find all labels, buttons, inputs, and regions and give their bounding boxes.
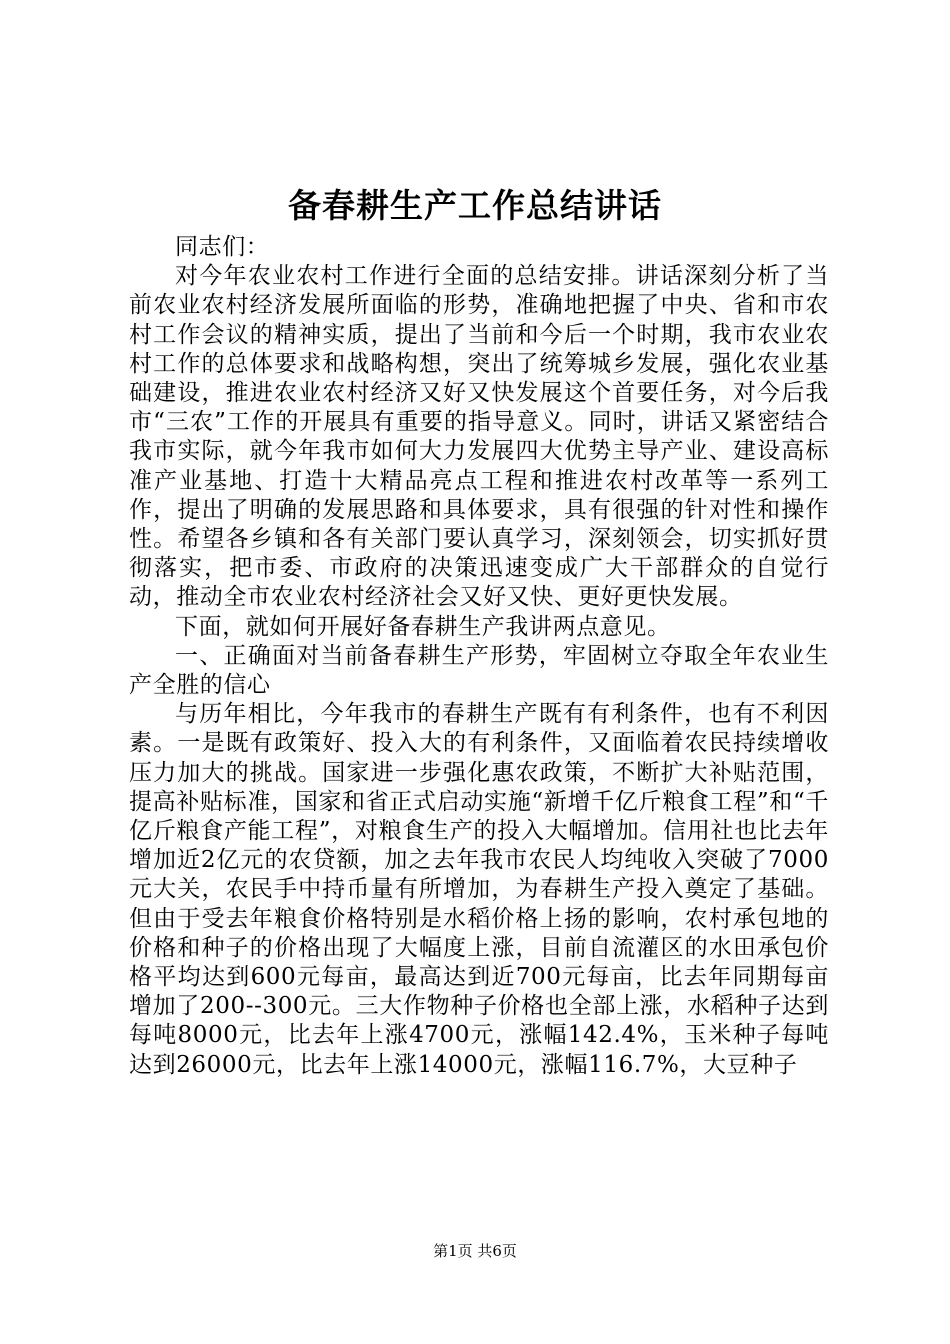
section-heading-paragraph: 一、正确面对当前备春耕生产形势，牢固树立夺取全年农业生产全胜的信心: [129, 642, 829, 699]
document-body: [129, 233, 829, 1080]
body-paragraph: 下面，就如何开展好备春耕生产我讲两点意见。: [175, 613, 671, 640]
salutation-paragraph: 同志们：: [175, 234, 270, 260]
body-paragraph: 对今年农业农村工作进行全面的总结安排。讲话深刻分析了当前农业农村经济发展所面临的形势，准确地把握了中央、省和市农村工作会议的精神实质，提出了当前和今后一个时期，我市农业农村工作的总体要求和战略构想，突出了统筹城乡发展，强化农业基础建设，推进农业农村经济又好又快发展这个首要任务，对今后我市“三农”工作的开展具有重要的指导意义。同时，讲话又紧密结合我市实际，就今年我市如何大力发展四大优势主导产业、建设高标准产业基地、打造十大精品亮点工程和推进农村改革等一系列工作，提出了明确的发展思路和具体要求，具有很强的针对性和操作性。希望各乡镇和各有关部门要认真学习，深刻领会，切实抓好贯彻落实，把市委、市政府的决策迅速变成广大干部群众的自觉行动，推动全市农业农村经济社会又好又快、更好更快发展。: [129, 263, 829, 611]
body-paragraph: 与历年相比，今年我市的春耕生产既有有利条件，也有不利因素。一是既有政策好、投入大的有利条件，又面临着农民持续增收压力加大的挑战。国家进一步强化惠农政策，不断扩大补贴范围，提高补贴标准，国家和省正式启动实施“新增千亿斤粮食工程”和“千亿斤粮食产能工程”，对粮食生产的投入大幅增加。信用社也比去年增加近2亿元的农贷额，加之去年我市农民人均纯收入突破了7000元大关，农民手中持币量有所增加，为春耕生产投入奠定了基础。但由于受去年粮食价格特别是水稻价格上扬的影响，农村承包地的价格和种子的价格出现了大幅度上涨，目前自流灌区的水田承包价格平均达到600元每亩，最高达到近700元每亩，比去年同期每亩增加了200--300元。三大作物种子价格也全部上涨，水稻种子达到每吨8000元，比去年上涨4700元，涨幅142.4%，玉米种子每吨达到26000元，比去年上涨14000元，涨幅116.7%，大豆种子: [129, 701, 829, 1078]
document-title: 备春耕生产工作总结讲话: [288, 186, 662, 225]
page-number-footer: 第1页 共6页: [433, 1242, 517, 1260]
